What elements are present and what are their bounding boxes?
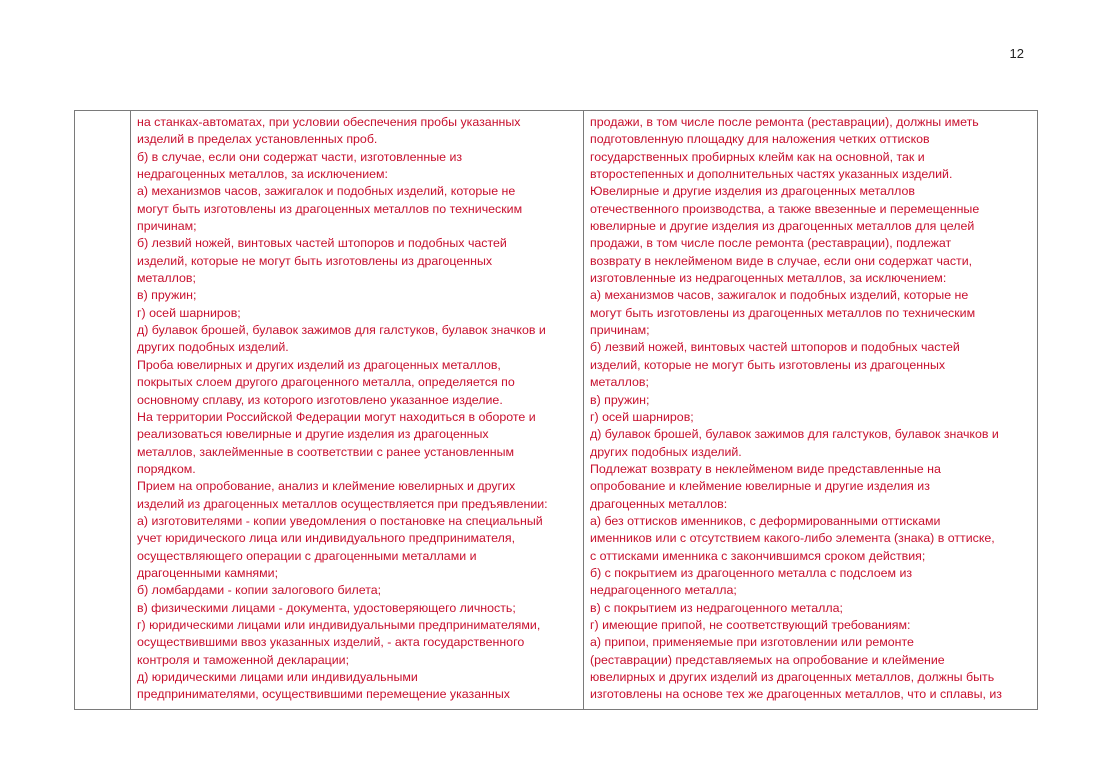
left-text-line: а) изготовителями - копии уведомления о постановке на специальный <box>137 513 543 528</box>
right-text-line: подготовленную площадку для наложения четких оттисков <box>590 132 930 147</box>
right-text-line: изготовлены на основе тех же драгоценных металлов, что и сплавы, из <box>590 687 1002 702</box>
right-text-line: Ювелирные и другие изделия из драгоценных металлов <box>590 184 915 199</box>
right-text-line: б) с покрытием из драгоценного металла с подслоем из <box>590 565 913 580</box>
right-text-line: других подобных изделий. <box>590 444 742 459</box>
right-text-line: причинам; <box>590 323 650 338</box>
right-text-line: ювелирные и другие изделия из драгоценных металлов для целей <box>590 219 975 234</box>
left-text-line: осуществившими ввоз указанных изделий, - акта государственного <box>137 635 525 650</box>
right-text-line: (реставрации) представляемых на опробование и клеймение <box>590 652 945 667</box>
left-text-line: осуществляющего операции с драгоценными металлами и <box>137 548 477 563</box>
left-text-line: б) ломбардами - копии залогового билета; <box>137 583 382 598</box>
right-text-line: в) пружин; <box>590 392 650 407</box>
right-text-line: металлов; <box>590 375 649 390</box>
right-text-line: б) лезвий ножей, винтовых частей штопоров и подобных частей <box>590 340 960 355</box>
left-text-line: драгоценными камнями; <box>137 565 279 580</box>
left-text-line: Прием на опробование, анализ и клеймение ювелирных и других <box>137 479 516 494</box>
left-text-line: на станках-автоматах, при условии обеспечения пробы указанных <box>137 115 521 129</box>
left-text-line: других подобных изделий. <box>137 340 289 355</box>
right-text-line: продажи, в том числе после ремонта (реставрации), подлежат <box>590 236 952 251</box>
left-text-line: изделий, которые не могут быть изготовлены из драгоценных <box>137 253 493 268</box>
right-text-column <box>584 111 1037 709</box>
left-text-line: в) физическими лицами - документа, удостоверяющего личность; <box>137 600 516 615</box>
left-text-line: в) пружин; <box>137 288 197 303</box>
left-text-line: могут быть изготовлены из драгоценных металлов по техническим <box>137 201 523 216</box>
right-text-line: г) осей шарниров; <box>590 409 694 424</box>
right-text-line: изделий, которые не могут быть изготовлены из драгоценных <box>590 357 946 372</box>
left-text-line: Проба ювелирных и других изделий из драгоценных металлов, <box>137 357 501 372</box>
left-text-line: д) юридическими лицами или индивидуальными <box>137 670 418 684</box>
left-text-line: изделий из драгоценных металлов осуществляется при предъявлении: <box>137 496 548 511</box>
left-text-line: г) осей шарниров; <box>137 305 241 320</box>
right-text-line: с оттисками именника с закончившимся сроком действия; <box>590 548 926 563</box>
left-text-line: покрытых слоем другого драгоценного металла, определяется по <box>137 375 515 390</box>
left-text-line: б) в случае, если они содержат части, изготовленные из <box>137 149 463 164</box>
left-text-line: порядком. <box>137 461 196 476</box>
left-text-line: д) булавок брошей, булавок зажимов для галстуков, булавок значков и <box>137 323 546 338</box>
left-text-line: реализоваться ювелирные и другие изделия из драгоценных <box>137 427 489 442</box>
right-text-line: возврату в неклейменом виде в случае, если они содержат части, <box>590 253 973 268</box>
document-table <box>74 110 1038 710</box>
left-text-line: изделий в пределах установленных проб. <box>137 132 378 147</box>
right-text-line: д) булавок брошей, булавок зажимов для галстуков, булавок значков и <box>590 427 999 442</box>
right-text-line: а) припои, применяемые при изготовлении или ремонте <box>590 635 914 650</box>
page-number: 12 <box>1009 46 1024 61</box>
left-text-line: причинам; <box>137 219 197 234</box>
left-text-line: предпринимателями, осуществившими перемещение указанных <box>137 687 510 702</box>
left-text-line: На территории Российской Федерации могут находиться в обороте и <box>137 409 536 424</box>
right-text-line: недрагоценного металла; <box>590 583 737 598</box>
left-text-line: а) механизмов часов, зажигалок и подобных изделий, которые не <box>137 184 516 199</box>
right-text-line: отечественного производства, а также ввезенные и перемещенные <box>590 201 980 216</box>
right-text-line: Подлежат возврату в неклейменом виде представленные на <box>590 461 941 476</box>
right-text-line: ювелирных и других изделий из драгоценных металлов, должны быть <box>590 670 995 684</box>
left-text-line: металлов; <box>137 271 196 286</box>
right-text-line: второстепенных и дополнительных частях указанных изделий. <box>590 167 953 182</box>
left-text-line: контроля и таможенной декларации; <box>137 652 350 667</box>
right-text-line: опробование и клеймение ювелирные и другие изделия из <box>590 479 930 494</box>
right-text-line: а) механизмов часов, зажигалок и подобных изделий, которые не <box>590 288 969 303</box>
right-text-line: именников или с отсутствием какого-либо элемента (знака) в оттиске, <box>590 531 995 546</box>
right-text-line: г) имеющие припой, не соответствующий требованиям: <box>590 617 911 632</box>
number-column <box>75 111 131 709</box>
left-text-line: основному сплаву, из которого изготовлено указанное изделие. <box>137 392 503 407</box>
right-text-line: государственных пробирных клейм как на основной, так и <box>590 149 925 164</box>
left-text-line: б) лезвий ножей, винтовых частей штопоров и подобных частей <box>137 236 507 251</box>
left-text-line: металлов, заклейменные в соответствии с ранее установленным <box>137 444 515 459</box>
right-text-line: а) без оттисков именников, с деформированными оттисками <box>590 513 941 528</box>
left-text-line: недрагоценных металлов, за исключением: <box>137 167 388 182</box>
right-text-line: драгоценных металлов: <box>590 496 728 511</box>
left-text-column <box>131 111 584 709</box>
left-text-line: учет юридического лица или индивидуального предпринимателя, <box>137 531 516 546</box>
right-text-line: в) с покрытием из недрагоценного металла; <box>590 600 843 615</box>
right-text-line: продажи, в том числе после ремонта (реставрации), должны иметь <box>590 115 979 129</box>
right-text-line: изготовленные из недрагоценных металлов, за исключением: <box>590 271 947 286</box>
right-text-line: могут быть изготовлены из драгоценных металлов по техническим <box>590 305 976 320</box>
left-text-line: г) юридическими лицами или индивидуальными предпринимателями, <box>137 617 541 632</box>
